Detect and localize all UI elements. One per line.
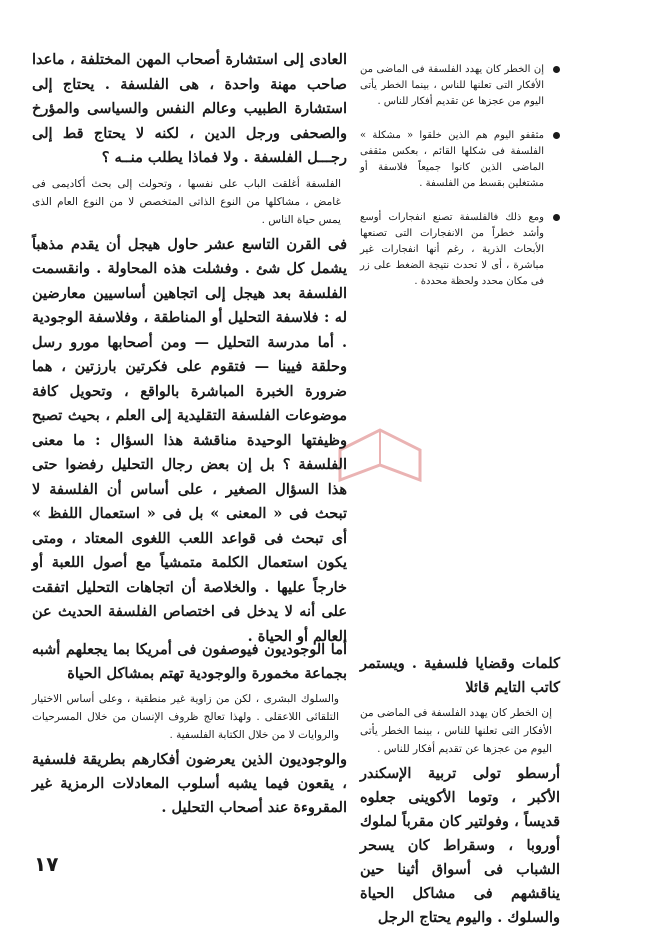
lower-paragraph-1: أما الوجوديون فيوصفون فى أمريكا بما يجعلهم أشبه بجماعة مخمورة والوجودية تهتم بمشاكل الحياة: [32, 641, 347, 682]
pull-quote-text: مثقفو اليوم هم الذين خلقوا « مشكلة » الفلسفة فى شكلها القائم ، بعكس مثقفى الماضى الذين كانوا جميعاً فلاسفة أو مشتغلين بقسط من الفلسفة .: [360, 130, 544, 189]
bullet-icon: [553, 132, 560, 139]
lower-main-column: [32, 638, 347, 824]
lower-right-column: [360, 652, 560, 934]
pull-quote-3: [360, 210, 560, 290]
pull-quote-2: [360, 128, 560, 192]
main-paragraph-2: فى القرن التاسع عشر حاول هيجل أن يقدم مذهباً يشمل كل شئ . وفشلت هذه المحاولة . وانقسمت الفلسفة بعد هيجل إلى اتجاهين أساسيين معارضين له : فلاسفة التحليل أو المناطقة ، وفلاسفة الوجودية . أما مدرسة التحليل — ومن أصحابها مورو رسل وحلقة فيينا — فتقوم على فكرتين بارزتين ، هما ضرورة الخبرة المباشرة بالواقع ، وتحويل كافة موضوعات الفلسفة التقليدية إلى العلم ، بحيث تصبح وظيفتها الوحيدة مناقشة هذا السؤال : ما معنى الفلسفة ؟ بل إن بعض رجال التحليل رفضوا حتى هذا السؤال الصغير ، على أساس أن الفلسفة لا تبحث فى « المعنى » بل فى « استعمال اللفظ » أى تبحث فى قواعد اللعب اللغوى المعتاد ، ومتى يكون استعمال الكلمة متمشياً مع أصول اللعبة أو خارجاً عليها . والخلاصة أن اتجاهات التحليل اتفقت على أنه لا يدخل فى اختصاص الفلسفة الحديث عن العالم أو الحياة .: [32, 235, 347, 645]
pull-quote-1: [360, 62, 560, 110]
right-insert-note: إن الخطر كان يهدد الفلسفة فى الماضى من الأفكار التى تعلنها للناس ، بينما الخطر يأتى اليوم من عجزها عن تقديم أفكار للناس .: [360, 707, 552, 755]
pull-quote-text: إن الخطر كان يهدد الفلسفة فى الماضى من الأفكار التى تعلنها للناس ، بينما الخطر يأتى اليوم من عجزها عن تقديم أفكار للناس .: [360, 64, 544, 107]
bullet-icon: [553, 214, 560, 221]
right-paragraph-2: أرسطو تولى تربية الإسكندر الأكبر ، وتوما الأكوينى جعلوه قديساً ، وفولتير كان مقرباً لملوك أوروبا ، وسقراط كان يسحر الشباب فى أسواق أثينا حين يناقشهم فى مشاكل الحياة والسلوك . واليوم يحتاج الرجل: [360, 765, 560, 926]
bullet-icon: [553, 66, 560, 73]
right-paragraph-1: كلمات وقضايا فلسفية . ويستمر كاتب التايم قائلا: [360, 655, 560, 696]
lower-insert-note: والسلوك البشرى ، لكن من زاوية غير منطقية ، وعلى أساس الاختيار التلقائى اللاعقلى . ولهذا تعالج ظروف الإنسان من خلال المسرحيات والروايات لا من خلال الكتابة الفلسفية .: [32, 693, 339, 741]
lower-paragraph-2: والوجوديون الذين يعرضون أفكارهم بطريقة فلسفية ، يقعون فيما يشبه أسلوب المعادلات الرمزية غير المقروءة عند أصحاب التحليل .: [32, 751, 347, 816]
main-article-column: [32, 48, 347, 653]
pull-quote-text: ومع ذلك فالفلسفة تصنع انفجارات أوسع وأشد خطراً من الانفجارات التى تصنعها الأبحاث الذرية ، رغم أنها انفجارات غير مباشرة ، أى لا تحدث نتيجة الضغط على زر فى مكان محدد ولحظة محددة .: [360, 212, 544, 287]
main-paragraph-1: العادى إلى استشارة أصحاب المهن المختلفة ، ماعدا صاحب مهنة واحدة ، هى الفلسفة . يحتاج إلى استشارة الطبيب وعالم النفس والسياسى والمؤرخ والصحفى ورجل الدين ، لكنه لا يحتاج قط إلى رجـــل الفلسفة . ولا فماذا يطلب منــه ؟: [32, 51, 347, 166]
pull-quote-column: [360, 62, 560, 308]
main-insert-note: الفلسفة أغلقت الباب على نفسها ، وتحولت إلى بحث أكاديمى فى غامض ، مشاكلها من النوع الذاتى المتخصص لا من النوع العام الذى يمس حياة الناس .: [32, 177, 341, 226]
page-number: ١٧: [34, 852, 59, 876]
